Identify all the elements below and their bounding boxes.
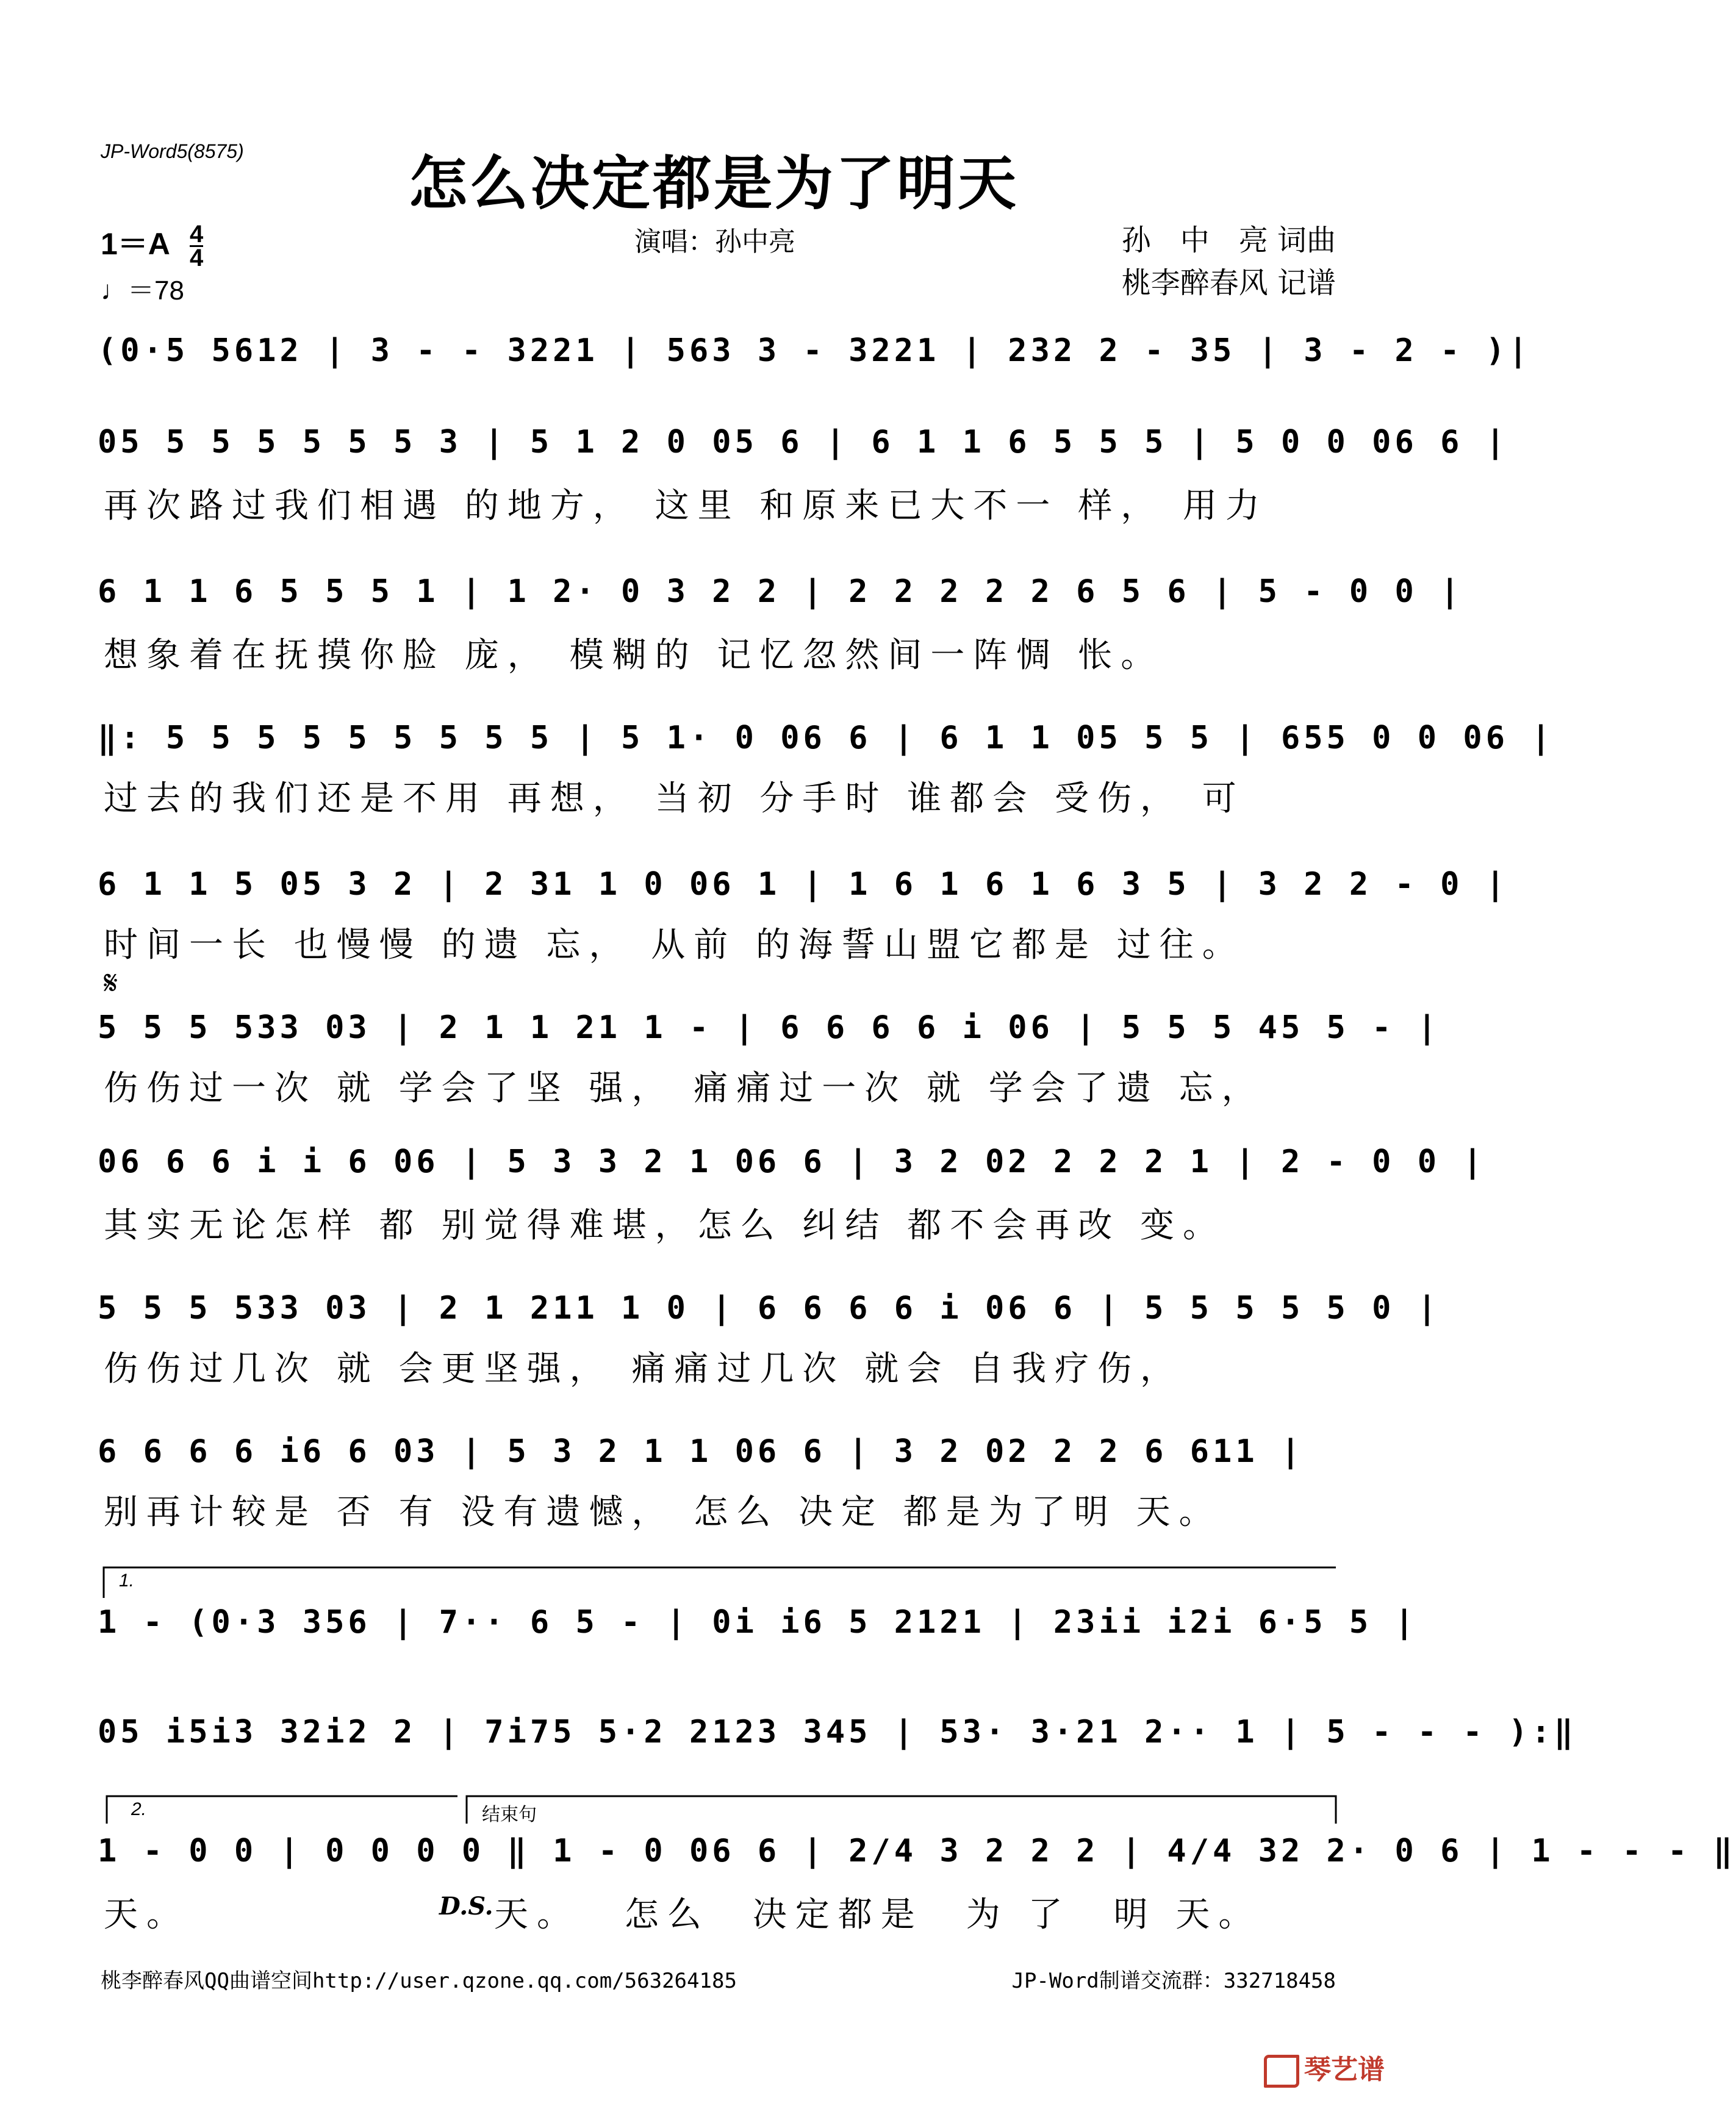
system-12-notes: 1 - 0 0 | 0 0 0 0 ‖ 1 - 0 06 6 | 2/4 3 2 2 2 | 4/4 32 2· 0 6 | 1 - - - ‖ (98, 1833, 1736, 1869)
lyricist-composer: 孙 中 亮 词曲 (1121, 223, 1336, 257)
time-bottom: 4 (189, 245, 204, 272)
system-11-notes: 05 i5i3 32i2 2 | 7i75 5·2 2123 345 | 53· 3·21 2·· 1 | 5 - - - ):‖ (98, 1714, 1577, 1750)
system-5-notes: 6 1 1 5 05 3 2 | 2 31 1 0 06 1 | 1 6 1 6 1 6 3 5 | 3 2 2 - 0 | (98, 866, 1509, 903)
system-12-lyrics-start: 天。 (104, 1895, 189, 1935)
ending-bracket (467, 1796, 1336, 1824)
system-3-notes: 6 1 1 6 5 5 5 1 | 1 2· 0 3 2 2 | 2 2 2 2 2 6 5 6 | 5 - 0 0 | (98, 573, 1463, 610)
segno-sign: 𝄋 (104, 964, 118, 1002)
system-3-lyrics: 想象着在抚摸你脸 庞， 模糊的 记忆忽然间一阵惆 怅。 (104, 636, 1164, 675)
system-12-lyrics-end: 天。 怎么 决定都是 为 了 明 天。 (494, 1895, 1261, 1935)
song-title: 怎么决定都是为了明天 (409, 149, 1019, 218)
volta-1-label: 1. (119, 1571, 135, 1591)
system-8-notes: 5 5 5 533 03 | 2 1 211 1 0 | 6 6 6 6 i 06 6 | 5 5 5 5 5 0 | (98, 1290, 1441, 1327)
system-7-lyrics: 其实无论怎样 都 别觉得难堪，怎么 纠结 都不会再改 变。 (104, 1206, 1226, 1245)
volta-2-bracket (107, 1796, 457, 1824)
ending-label: 结束句 (482, 1804, 537, 1825)
footer-left: 桃李醉春风QQ曲谱空间http://user.qzone.qq.com/563264185 (101, 1969, 737, 1993)
system-2-notes: 05 5 5 5 5 5 5 3 | 5 1 2 0 05 6 | 6 1 1 6 5 5 5 | 5 0 0 06 6 | (98, 424, 1509, 460)
system-6-lyrics: 伤伤过一次 就 学会了坚 强， 痛痛过一次 就 学会了遗 忘， (104, 1069, 1264, 1108)
system-6-notes: 5 5 5 533 03 | 2 1 1 21 1 - | 6 6 6 6 i 06 | 5 5 5 45 5 - | (98, 1009, 1441, 1046)
system-4-notes: ‖: 5 5 5 5 5 5 5 5 5 | 5 1· 0 06 6 | 6 1 1 05 5 5 | 655 0 0 06 | (98, 720, 1554, 756)
transcriber: 桃李醉春风 记谱 (1121, 266, 1336, 300)
system-5-lyrics: 时间一长 也慢慢 的遗 忘， 从前 的海誓山盟它都是 过往。 (104, 925, 1245, 965)
volta-2-label: 2. (131, 1799, 147, 1819)
site-logo (1264, 2047, 1385, 2088)
tempo-mark: ♩＝78 (101, 276, 184, 306)
system-4-lyrics: 过去的我们还是不用 再想， 当初 分手时 谁都会 受伤， 可 (104, 779, 1245, 818)
logo-text: 琴艺谱 (1304, 2054, 1385, 2085)
logo-icon (1264, 2055, 1299, 2088)
singer: 演唱：孙中亮 (634, 226, 795, 257)
footer-right: JP-Word制谱交流群：332718458 (1011, 1969, 1336, 1993)
system-9-lyrics: 别再计较是 否 有 没有遗憾， 怎么 决定 都是为了明 天。 (104, 1492, 1222, 1532)
time-top: 4 (189, 221, 204, 248)
system-1-notes: (0·5 5612 | 3 - - 3221 | 563 3 - 3221 | 232 2 - 35 | 3 - 2 - )| (98, 332, 1532, 369)
volta-1-bracket (104, 1567, 1336, 1598)
system-9-notes: 6 6 6 6 i6 6 03 | 5 3 2 1 1 06 6 | 3 2 02 2 2 6 611 | (98, 1433, 1304, 1470)
software-version: JP-Word5(8575) (101, 140, 244, 162)
ds-mark: D.S. (439, 1892, 493, 1921)
key-label: 1＝A (101, 227, 170, 261)
system-2-lyrics: 再次路过我们相遇 的地方， 这里 和原来已大不一 样， 用力 (104, 486, 1269, 526)
system-10-notes: 1 - (0·3 356 | 7·· 6 5 - | 0i i6 5 2121 | 23ii i2i 6·5 5 | (98, 1604, 1418, 1641)
system-8-lyrics: 伤伤过几次 就 会更坚强， 痛痛过几次 就会 自我疗伤， (104, 1349, 1183, 1389)
system-7-notes: 06 6 6 i i 6 06 | 5 3 3 2 1 06 6 | 3 2 02 2 2 2 1 | 2 - 0 0 | (98, 1144, 1486, 1180)
